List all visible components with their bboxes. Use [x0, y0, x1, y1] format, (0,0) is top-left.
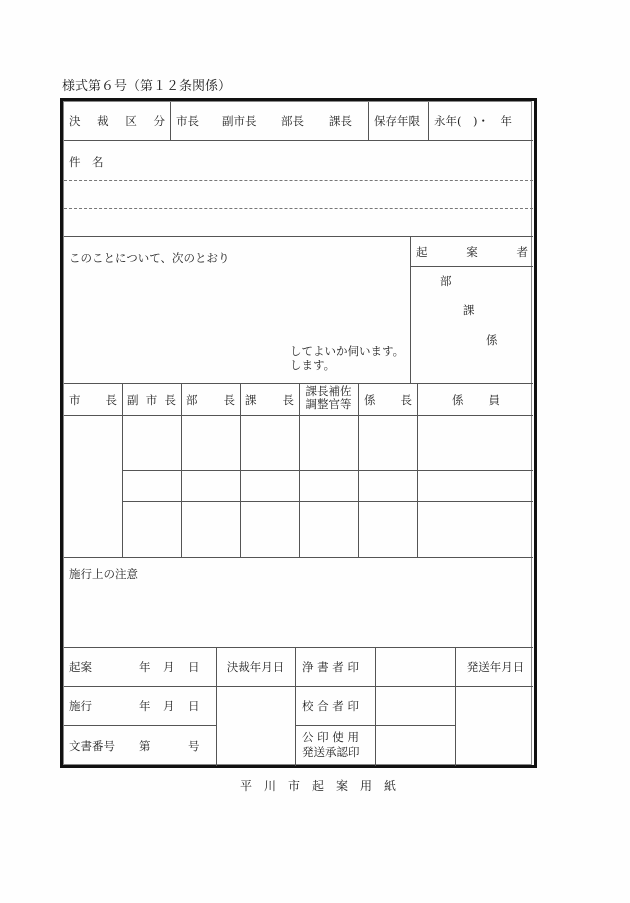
- official-seal-label: 公 印 使 用 発送承認印: [302, 730, 360, 759]
- decision-option-director[interactable]: 部長: [281, 114, 304, 128]
- decision-option-deputy-mayor[interactable]: 副市長: [222, 114, 257, 128]
- footer-title: 平 川 市 起 案 用 紙: [240, 779, 397, 793]
- decision-date-box[interactable]: [217, 687, 295, 766]
- retention-period-value[interactable]: 永年( )・ 年: [434, 114, 512, 128]
- form-title: 様式第６号（第１２条関係）: [62, 79, 232, 94]
- approval-seal-mayor[interactable]: [64, 416, 122, 557]
- official-seal-box[interactable]: [376, 726, 455, 766]
- divider: [64, 686, 216, 687]
- approval-header-director: 部 長: [186, 393, 235, 407]
- proposal-closing-line2: します。: [290, 358, 336, 372]
- draft-date-year[interactable]: 年: [139, 660, 151, 674]
- drafter-staff-label: 係: [486, 333, 498, 347]
- decision-option-section-chief[interactable]: 課長: [329, 114, 352, 128]
- divider: [428, 102, 429, 140]
- proofreader-seal-box[interactable]: [376, 687, 455, 725]
- divider: [64, 557, 533, 558]
- approval-header-mayor: 市 長: [69, 393, 117, 407]
- document-number-suffix: 号: [188, 739, 200, 753]
- proposal-body-area[interactable]: [68, 268, 404, 338]
- approval-header-deputy-mayor: 副 市 長: [127, 393, 176, 407]
- divider: [64, 725, 216, 726]
- enforcement-date-year[interactable]: 年: [139, 699, 151, 713]
- draft-date-month[interactable]: 月: [163, 660, 175, 674]
- divider: [64, 140, 533, 141]
- enforcement-date-month[interactable]: 月: [163, 699, 175, 713]
- dispatch-date-box[interactable]: [456, 687, 533, 766]
- retention-period-label: 保存年限: [374, 114, 420, 128]
- approval-seal-director[interactable]: [182, 416, 240, 470]
- drafter-section-label: 課: [463, 303, 475, 317]
- subject-label: 件 名: [69, 155, 104, 169]
- approval-seal-assistant-chief[interactable]: [300, 416, 358, 470]
- proposal-closing-line1: してよいか伺います。: [290, 344, 405, 358]
- enforcement-date-day[interactable]: 日: [188, 699, 200, 713]
- divider: [64, 236, 533, 237]
- document-number-field[interactable]: [152, 735, 186, 755]
- clean-copy-seal-box[interactable]: [376, 648, 455, 686]
- decision-date-label: 決裁年月日: [226, 660, 285, 674]
- enforcement-notes-label: 施行上の注意: [69, 567, 138, 581]
- approval-header-assistant-chief: 課長補佐 調整官等: [305, 384, 352, 411]
- enforcement-notes-area[interactable]: [64, 585, 533, 645]
- approval-header-section-chief: 課 長: [245, 393, 294, 407]
- divider: [64, 647, 533, 648]
- approval-seal-staff[interactable]: [418, 416, 533, 470]
- decision-category-label: 決 裁 区 分: [69, 114, 165, 128]
- document-number-prefix: 第: [139, 739, 151, 753]
- document-number-label: 文書番号: [69, 739, 115, 753]
- drafter-department-label: 部: [440, 274, 452, 288]
- proofreader-seal-label: 校 合 者 印: [302, 699, 359, 713]
- approval-seal-section-chief[interactable]: [241, 416, 299, 470]
- clean-copy-seal-label: 浄 書 者 印: [302, 660, 359, 674]
- subject-line[interactable]: [64, 180, 533, 181]
- divider: [170, 102, 171, 140]
- approval-header-staff: 係 員: [452, 393, 500, 407]
- enforcement-date-label: 施行: [69, 699, 92, 713]
- divider: [368, 102, 369, 140]
- proposal-intro: このことについて、次のとおり: [69, 251, 230, 265]
- approval-header-subsection-chief: 係 長: [364, 393, 412, 407]
- divider: [410, 266, 533, 267]
- divider: [122, 501, 533, 502]
- drafter-header: 起 案 者: [416, 245, 528, 259]
- subject-line[interactable]: [64, 208, 533, 209]
- divider: [122, 470, 533, 471]
- dispatch-date-label: 発送年月日: [466, 660, 525, 674]
- divider: [410, 236, 411, 383]
- decision-option-mayor[interactable]: 市長: [176, 114, 199, 128]
- draft-date-label: 起案: [69, 660, 92, 674]
- divider: [295, 647, 296, 766]
- approval-seal-deputy-mayor[interactable]: [123, 416, 181, 470]
- approval-seal-subsection-chief[interactable]: [359, 416, 417, 470]
- draft-date-day[interactable]: 日: [188, 660, 200, 674]
